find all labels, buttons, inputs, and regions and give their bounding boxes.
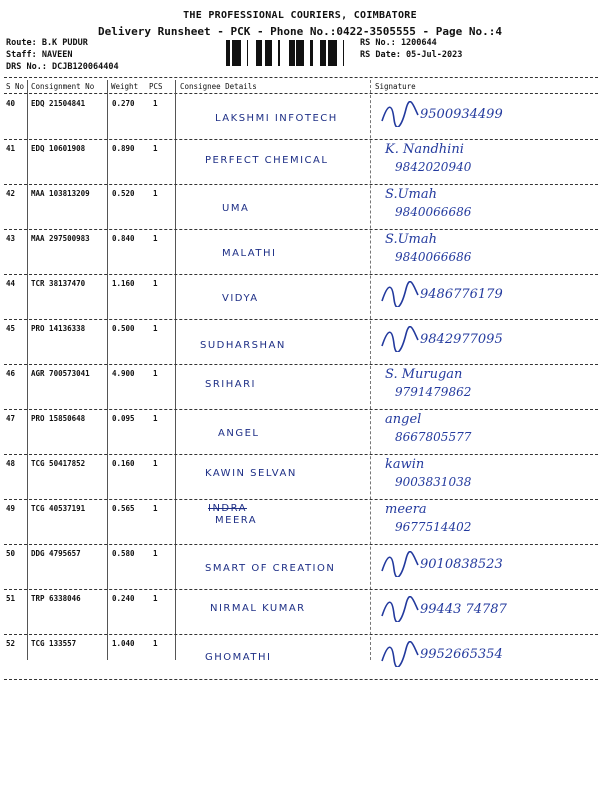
barcode-bar [325,40,326,66]
row-divider [4,679,598,680]
row-sno: 40 [6,99,16,108]
row-signature-name: S. Murugan [385,367,463,382]
row-pcs: 1 [153,234,158,243]
row-weight: 0.890 [112,144,135,153]
row-consignment-no: EDQ 21504841 [31,99,86,108]
row-sno: 43 [6,234,16,243]
row-consignee-name: GHOMATHI [205,652,272,663]
row-consignee-name: ANGEL [218,428,260,439]
col-signature: Signature [375,82,416,91]
header-divider [4,77,598,78]
row-sno: 51 [6,594,16,603]
col-consignment: Consignment No [31,82,95,91]
column-line [107,80,108,660]
row-signature-phone: 99443 74787 [420,602,507,617]
column-line [370,80,371,660]
row-sno: 50 [6,549,16,558]
handwritten-signature [380,326,420,352]
barcode-bar [226,40,229,66]
row-consignment-no: TCG 50417852 [31,459,86,468]
struck-consignee-name: INDRA [208,503,248,514]
barcode-bar [265,40,266,66]
row-consignee-name: MEERA [215,515,258,526]
row-weight: 0.500 [112,324,135,333]
row-sno: 46 [6,369,16,378]
barcode-bar [271,40,272,66]
barcode-bar [278,40,280,66]
row-consignment-no: TCR 38137470 [31,279,86,288]
drs-number: DRS No.: DCJB120064404 [6,62,119,72]
barcode-bar [331,40,332,66]
row-consignee-name: MALATHI [222,248,277,259]
row-sno: 49 [6,504,16,513]
barcode-bar [238,40,241,66]
handwritten-signature [380,101,420,127]
row-divider [4,184,598,185]
row-sno: 44 [6,279,16,288]
row-signature-name: S.Umah [385,187,437,202]
row-consignment-no: EDQ 10601908 [31,144,86,153]
barcode-bar [247,40,248,66]
row-divider [4,139,598,140]
row-divider [4,409,598,410]
barcode-bar [290,40,292,66]
barcode-bar [301,40,302,66]
row-pcs: 1 [153,99,158,108]
row-signature-phone: 9486776179 [420,287,503,302]
row-consignment-no: TRP 6338046 [31,594,81,603]
row-pcs: 1 [153,324,158,333]
barcode-bar [256,40,259,66]
col-pcs: PCS [149,82,163,91]
row-consignee-name: NIRMAL KUMAR [210,603,306,614]
barcode-bar [260,40,262,66]
row-consignment-no: TCG 40537191 [31,504,86,513]
column-header-divider [4,93,598,94]
row-pcs: 1 [153,504,158,513]
barcode-bar [334,40,337,66]
row-divider [4,229,598,230]
row-weight: 0.565 [112,504,135,513]
col-weight: Weight [111,82,139,91]
row-weight: 0.580 [112,549,135,558]
row-consignment-no: PRO 14136338 [31,324,86,333]
row-consignee-name: PERFECT CHEMICAL [205,155,329,166]
row-divider [4,634,598,635]
row-consignee-name: VIDYA [222,293,259,304]
row-consignee-name: UMA [222,203,250,214]
row-weight: 0.095 [112,414,135,423]
handwritten-signature [380,596,420,622]
row-weight: 0.160 [112,459,135,468]
row-signature-name: angel [385,412,422,427]
row-consignee-name: LAKSHMI INFOTECH [215,113,338,124]
row-signature-phone: 9500934499 [420,107,503,122]
row-signature-name: kawin [385,457,425,472]
row-sno: 45 [6,324,16,333]
row-signature-phone: 9010838523 [420,557,503,572]
rs-date: RS Date: 05-Jul-2023 [360,50,463,60]
row-weight: 1.160 [112,279,135,288]
barcode-bar [310,40,313,66]
barcode-bar [289,40,290,66]
row-signature-phone: 9840066686 [395,250,472,264]
row-pcs: 1 [153,549,158,558]
runsheet-subtitle: Delivery Runsheet - PCK - Phone No.:0422-3505555 - Page No.:4 [98,25,502,38]
row-consignee-name: SRIHARI [205,379,257,390]
barcode-image [226,40,352,66]
row-divider [4,319,598,320]
handwritten-signature [380,641,420,667]
row-consignment-no: MAA 103813209 [31,189,90,198]
row-consignment-no: DDG 4795657 [31,549,81,558]
row-weight: 4.900 [112,369,135,378]
row-consignment-no: PRO 15850648 [31,414,86,423]
barcode-bar [266,40,268,66]
row-pcs: 1 [153,594,158,603]
row-signature-phone: 9677514402 [395,520,472,534]
row-sno: 47 [6,414,16,423]
barcode-bar [343,40,344,66]
barcode-bar [322,40,325,66]
row-weight: 0.270 [112,99,135,108]
barcode-bar [328,40,331,66]
row-divider [4,589,598,590]
barcode-bar [302,40,304,66]
row-weight: 0.240 [112,594,135,603]
row-consignee-name: SMART OF CREATION [205,563,336,574]
row-divider [4,499,598,500]
row-signature-name: S.Umah [385,232,437,247]
row-sno: 52 [6,639,16,648]
column-line [175,80,176,660]
barcode-bar [236,40,238,66]
row-signature-phone: 9952665354 [420,647,503,662]
row-signature-phone: 9842020940 [395,160,472,174]
row-sno: 42 [6,189,16,198]
barcode-bar [232,40,235,66]
row-divider [4,274,598,275]
row-consignee-name: KAWIN SELVAN [205,468,297,479]
barcode-bar [268,40,271,66]
row-consignee-name: SUDHARSHAN [200,340,286,351]
row-signature-name: meera [385,502,427,517]
row-weight: 0.520 [112,189,135,198]
row-weight: 0.840 [112,234,135,243]
col-consignee: Consignee Details [180,82,257,91]
row-divider [4,544,598,545]
handwritten-signature [380,281,420,307]
barcode-bar [229,40,230,66]
row-pcs: 1 [153,189,158,198]
company-title: THE PROFESSIONAL COURIERS, COIMBATORE [183,10,417,21]
barcode-bar [332,40,334,66]
row-pcs: 1 [153,459,158,468]
row-pcs: 1 [153,414,158,423]
row-sno: 48 [6,459,16,468]
barcode-bar [320,40,322,66]
barcode-bar [259,40,260,66]
row-pcs: 1 [153,639,158,648]
barcode-bar [298,40,301,66]
row-weight: 1.040 [112,639,135,648]
rs-number: RS No.: 1200644 [360,38,437,48]
route-label: Route: B.K PUDUR [6,38,88,48]
row-consignment-no: TCG 133557 [31,639,77,648]
row-pcs: 1 [153,279,158,288]
column-line [27,80,28,660]
row-divider [4,454,598,455]
row-signature-phone: 9791479862 [395,385,472,399]
row-consignment-no: AGR 700573041 [31,369,90,378]
row-signature-name: K. Nandhini [385,142,464,157]
handwritten-signature [380,551,420,577]
row-divider [4,364,598,365]
row-sno: 41 [6,144,16,153]
row-pcs: 1 [153,144,158,153]
staff-label: Staff: NAVEEN [6,50,73,60]
row-signature-phone: 9842977095 [420,332,503,347]
row-pcs: 1 [153,369,158,378]
row-consignment-no: MAA 297500983 [31,234,90,243]
row-signature-phone: 9003831038 [395,475,472,489]
barcode-bar [235,40,236,66]
barcode-bar [292,40,295,66]
row-signature-phone: 8667805577 [395,430,472,444]
col-sno: S No [6,82,25,91]
barcode-bar [296,40,298,66]
row-signature-phone: 9840066686 [395,205,472,219]
